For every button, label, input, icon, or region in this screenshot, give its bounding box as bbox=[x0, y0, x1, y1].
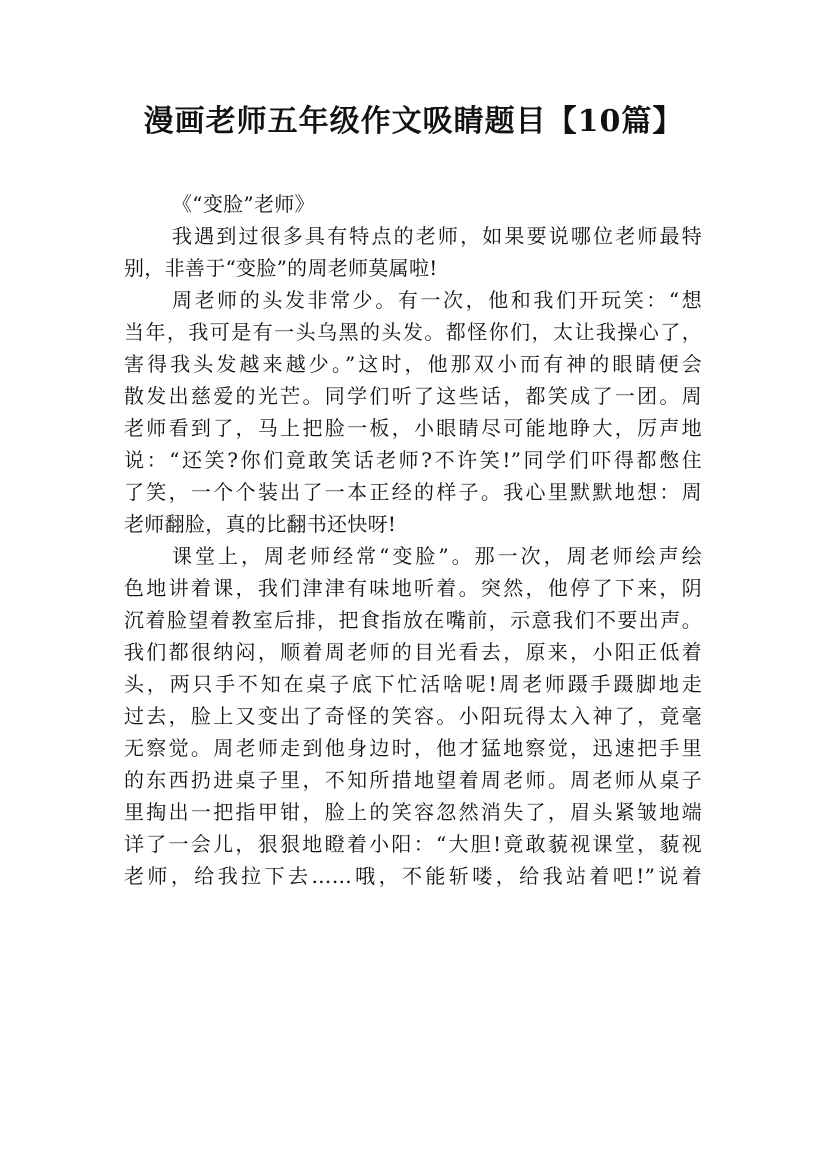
text-line: 老师，给我拉下去……哦，不能斩喽，给我站着吧!”说着 bbox=[124, 864, 702, 888]
text-line: 过去，脸上又变出了奇怪的笑容。小阳玩得太入神了，竟毫 bbox=[124, 704, 702, 728]
text-line: 说：“还笑?你们竟敢笑话老师?不许笑!”同学们吓得都憋住 bbox=[124, 448, 702, 472]
text-line: 我遇到过很多具有特点的老师，如果要说哪位老师最特 bbox=[172, 224, 702, 248]
text-line: 课堂上，周老师经常“变脸”。那一次，周老师绘声绘 bbox=[172, 544, 702, 568]
text-line: 当年，我可是有一头乌黑的头发。都怪你们，太让我操心了， bbox=[124, 320, 702, 344]
text-line: 详了一会儿，狠狠地瞪着小阳：“大胆!竟敢藐视课堂，藐视 bbox=[124, 832, 702, 856]
text-line: 周老师的头发非常少。有一次，他和我们开玩笑：“想 bbox=[172, 288, 702, 312]
text-line: 我们都很纳闷，顺着周老师的目光看去，原来，小阳正低着 bbox=[124, 640, 702, 664]
text-line: 了笑，一个个装出了一本正经的样子。我心里默默地想：周 bbox=[124, 480, 702, 504]
text-line: 老师翻脸，真的比翻书还快呀! bbox=[124, 512, 397, 536]
text-line: 散发出慈爱的光芒。同学们听了这些话，都笑成了一团。周 bbox=[124, 384, 702, 408]
text-line: 老师看到了，马上把脸一板，小眼睛尽可能地睁大，厉声地 bbox=[124, 416, 702, 440]
text-line: 色地讲着课，我们津津有味地听着。突然，他停了下来，阴 bbox=[124, 576, 702, 600]
essay-subtitle: 《“变脸”老师》 bbox=[172, 192, 315, 216]
text-line: 无察觉。周老师走到他身边时，他才猛地察觉，迅速把手里 bbox=[124, 736, 702, 760]
text-line: 的东西扔进桌子里，不知所措地望着周老师。周老师从桌子 bbox=[124, 768, 702, 792]
text-line: 沉着脸望着教室后排，把食指放在嘴前，示意我们不要出声。 bbox=[124, 608, 702, 632]
document-body bbox=[124, 188, 702, 892]
text-line: 里掏出一把指甲钳，脸上的笑容忽然消失了，眉头紧皱地端 bbox=[124, 800, 702, 824]
text-line: 头，两只手不知在桌子底下忙活啥呢!周老师蹑手蹑脚地走 bbox=[124, 672, 702, 696]
essay-lines bbox=[124, 220, 702, 892]
text-line: 别，非善于“变脸”的周老师莫属啦! bbox=[124, 256, 438, 280]
text-line: 害得我头发越来越少。”这时，他那双小而有神的眼睛便会 bbox=[124, 352, 702, 376]
document-title: 漫画老师五年级作文吸睛题目【10篇】 bbox=[143, 104, 684, 139]
